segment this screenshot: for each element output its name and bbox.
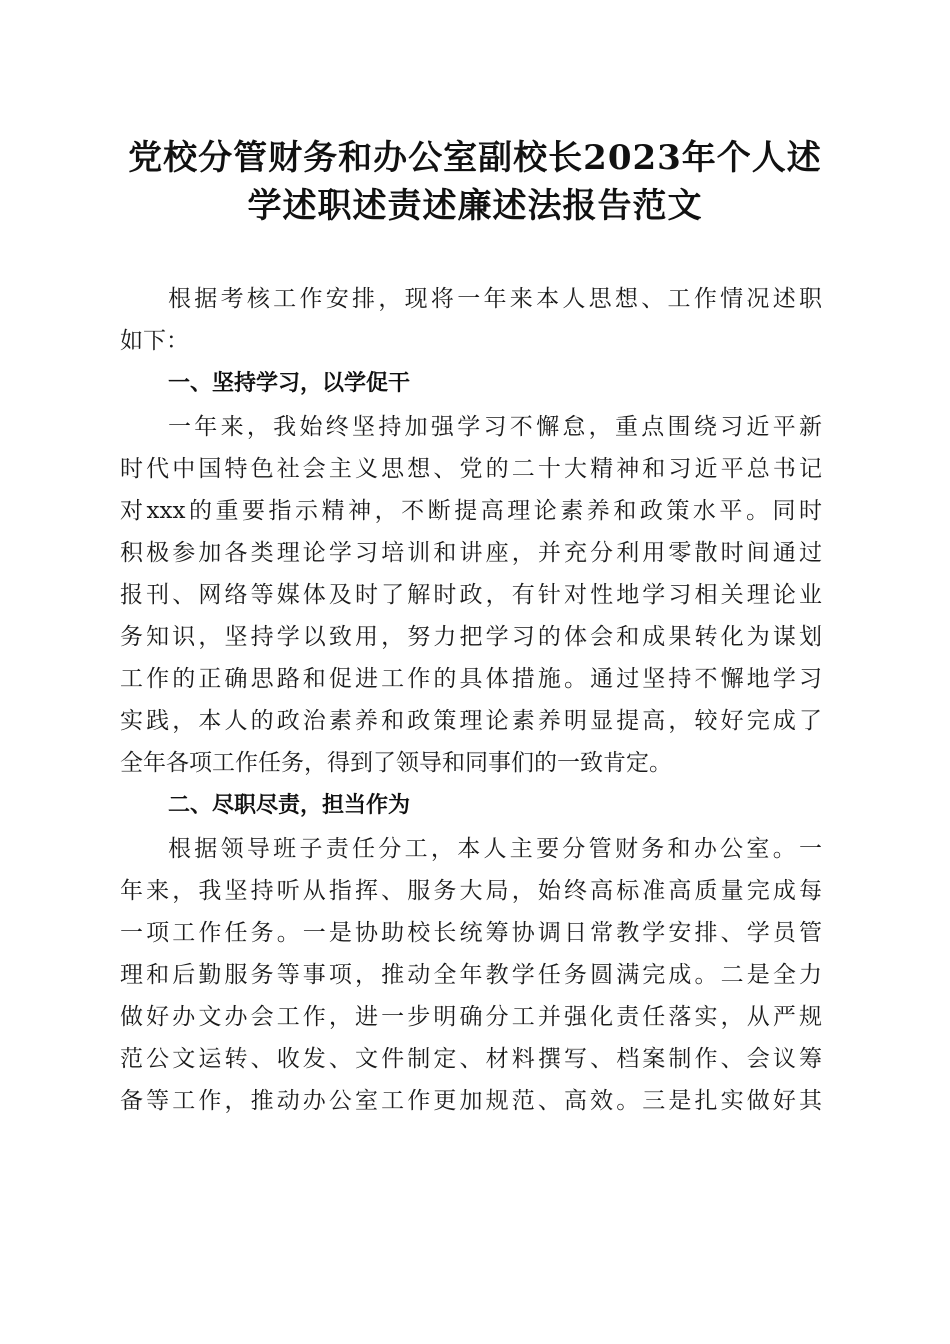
- document-body: [120, 278, 822, 1122]
- section-1-line-1: 一年来，我始终坚持加强学习不懈怠，重点围绕习近平新: [168, 414, 822, 440]
- section-2-line-5: 做好办文办会工作，进一步明确分工并强化责任落实，从严规: [120, 1004, 822, 1030]
- section-1-line-4: 积极参加各类理论学习培训和讲座，并充分利用零散时间通过: [120, 540, 822, 566]
- section-2-line-6: 范公文运转、收发、文件制定、材料撰写、档案制作、会议筹: [120, 1046, 822, 1072]
- document-title: [110, 134, 840, 230]
- section-2-heading: 二、尽职尽责，担当作为: [168, 793, 411, 818]
- section-1-line-7: 工作的正确思路和促进工作的具体措施。通过坚持不懈地学习: [120, 666, 822, 692]
- section-2-line-2: 年来，我坚持听从指挥、服务大局，始终高标准高质量完成每: [120, 878, 822, 904]
- section-1-line-5: 报刊、网络等媒体及时了解时政，有针对性地学习相关理论业: [120, 582, 822, 608]
- section-1-line-2: 时代中国特色社会主义思想、党的二十大精神和习近平总书记: [120, 456, 822, 482]
- section-1-heading: 一、坚持学习，以学促干: [168, 371, 411, 396]
- intro-line-2: 如下：: [120, 328, 189, 354]
- section-1-line-9: 全年各项工作任务，得到了领导和同事们的一致肯定。: [120, 750, 672, 776]
- section-1-line-6: 务知识，坚持学以致用，努力把学习的体会和成果转化为谋划: [120, 624, 822, 650]
- section-1-line-3: 对xxx的重要指示精神，不断提高理论素养和政策水平。同时: [120, 498, 822, 524]
- section-2-line-1: 根据领导班子责任分工，本人主要分管财务和办公室。一: [168, 836, 822, 862]
- intro-line-1: 根据考核工作安排，现将一年来本人思想、工作情况述职: [168, 286, 822, 312]
- title-line-1: 党校分管财务和办公室副校长2023年个人述: [128, 138, 822, 178]
- section-2-line-7: 备等工作，推动办公室工作更加规范、高效。三是扎实做好其: [120, 1088, 822, 1114]
- section-2-line-3: 一项工作任务。一是协助校长统筹协调日常教学安排、学员管: [120, 920, 822, 946]
- section-2-line-4: 理和后勤服务等事项，推动全年教学任务圆满完成。二是全力: [120, 962, 822, 988]
- title-line-2: 学述职述责述廉述法报告范文: [247, 186, 703, 226]
- section-1-line-8: 实践，本人的政治素养和政策理论素养明显提高，较好完成了: [120, 708, 822, 734]
